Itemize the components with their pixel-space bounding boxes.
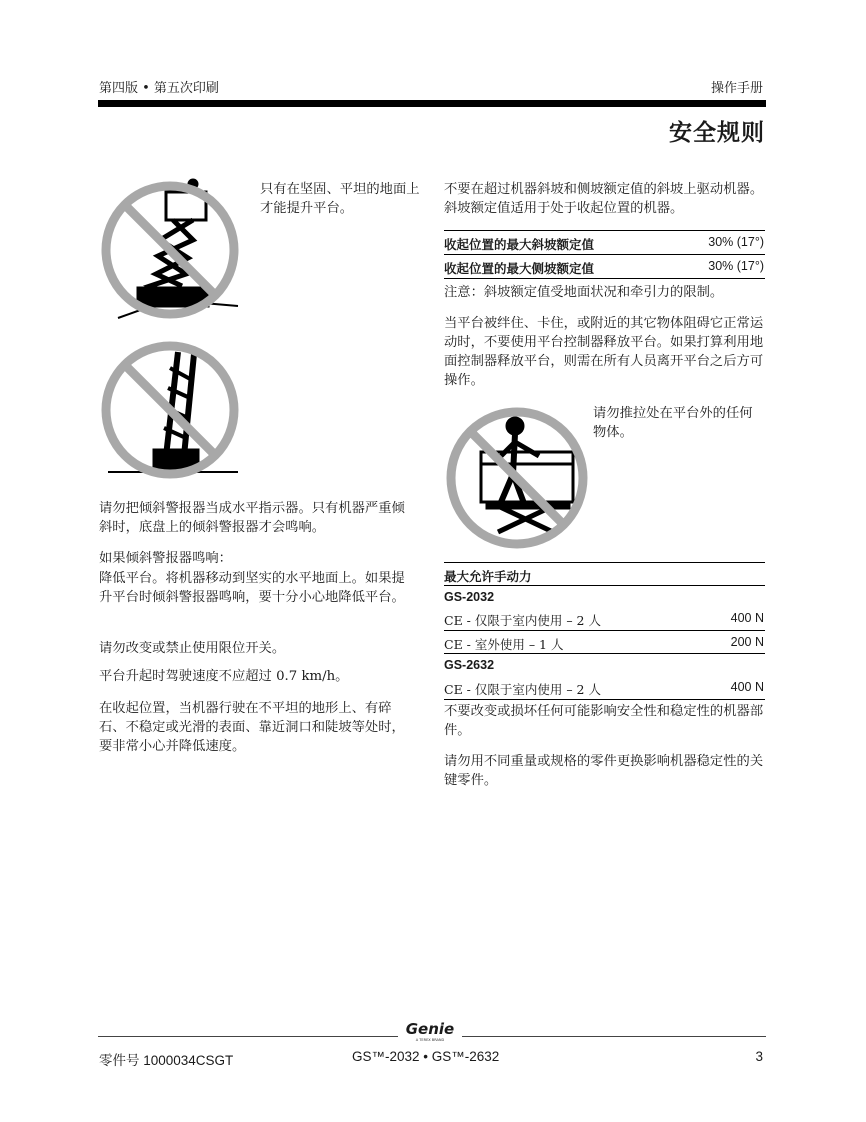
force-table-model: GS-2632 <box>444 658 495 672</box>
force-table-label: CE - 室外使用 – 1 人 <box>444 637 564 652</box>
slope-table-label: 收起位置的最大侧坡额定值 <box>444 261 595 276</box>
prohibited-uneven-ground-illustration <box>98 178 248 323</box>
slope-table-row <box>444 231 764 254</box>
footer-models: GS™-2032 • GS™-2632 <box>352 1049 500 1064</box>
footer-rule-left <box>98 1036 398 1037</box>
paragraph-alarm-sounds-action: 降低平台。将机器移动到坚实的水平地面上。如果提升平台时倾斜警报器鸣响，要十分小心地降低平台。 <box>99 571 405 605</box>
paragraph-limit-switch: 请勿改变或禁止使用限位开关。 <box>99 641 286 656</box>
header-rule <box>98 100 766 107</box>
paragraph-rough-terrain: 在收起位置，当机器行驶在不平坦的地形上、有碎石、不稳定或光滑的表面、靠近洞口和陡坡等处时，要非常小心并降低速度。 <box>99 701 405 754</box>
force-table-label: CE - 仅限于室内使用 – 2 人 <box>444 682 601 697</box>
slope-table-bottom-rule <box>444 278 765 279</box>
force-table-row <box>444 631 764 654</box>
paragraph-tilt-alarm: 请勿把倾斜警报器当成水平指示器。只有机器严重倾斜时，底盘上的倾斜警报器才会鸣响。 <box>99 501 405 535</box>
page-title: 安全规则 <box>669 120 765 146</box>
figure-caption-level-ground: 只有在坚固、平坦的地面上才能提升平台。 <box>260 182 420 216</box>
prohibited-tilt-alarm-illustration <box>98 338 248 483</box>
slope-note: 注意：斜坡额定值受地面状况和牵引力的限制。 <box>444 285 724 300</box>
slope-table-row <box>444 255 764 278</box>
page-number: 3 <box>755 1049 763 1064</box>
paragraph-platform-entangled: 当平台被绊住、卡住，或附近的其它物体阻碍它正常运动时，不要使用平台控制器释放平台。如果打算利用地面控制器释放平台，则需在所有人员离开平台之后方可操作。 <box>444 316 764 388</box>
force-table-value: 400 N <box>730 611 764 625</box>
paragraph-alarm-sounds-heading: 如果倾斜警报器鸣响： <box>99 551 232 566</box>
header-edition: 第四版 • 第五次印刷 <box>99 81 219 96</box>
force-table-model-row <box>444 586 764 609</box>
force-table-title-row <box>444 563 764 586</box>
genie-logo <box>405 1020 455 1042</box>
force-table-model: GS-2032 <box>444 590 495 604</box>
slope-table-value: 30% (17°) <box>708 259 764 273</box>
paragraph-slope-rating: 不要在超过机器斜坡和侧坡额定值的斜坡上驱动机器。斜坡额定值适用于处于收起位置的机器。 <box>444 182 764 216</box>
force-table-model-row <box>444 654 764 677</box>
footer-part-number: 零件号 1000034CSGT <box>99 1053 234 1068</box>
footer-rule-right <box>462 1036 766 1037</box>
paragraph-drive-speed: 平台升起时驾驶速度不应超过 0.7 km/h。 <box>99 669 349 684</box>
force-table-title: 最大允许手动力 <box>444 569 532 584</box>
force-table-row <box>444 676 764 699</box>
slope-table-value: 30% (17°) <box>708 235 764 249</box>
force-table-value: 400 N <box>730 680 764 694</box>
force-table-value: 200 N <box>730 635 764 649</box>
brand-subtitle: A TEREX BRAND <box>415 1038 445 1042</box>
header-manual-type: 操作手册 <box>710 81 763 96</box>
slope-table-label: 收起位置的最大斜坡额定值 <box>444 237 595 252</box>
force-table-label: CE - 仅限于室内使用 – 2 人 <box>444 613 601 628</box>
figure-caption-push-pull: 请勿推拉处在平台外的任何物体。 <box>593 406 753 440</box>
brand-name: Genie <box>405 1020 455 1038</box>
prohibited-push-pull-illustration <box>443 402 593 552</box>
paragraph-replacement-parts: 请勿用不同重量或规格的零件更换影响机器稳定性的关键零件。 <box>444 754 764 788</box>
paragraph-no-modification: 不要改变或损坏任何可能影响安全性和稳定性的机器部件。 <box>444 704 764 738</box>
force-table-bottom-rule <box>444 699 765 700</box>
force-table-row <box>444 607 764 630</box>
